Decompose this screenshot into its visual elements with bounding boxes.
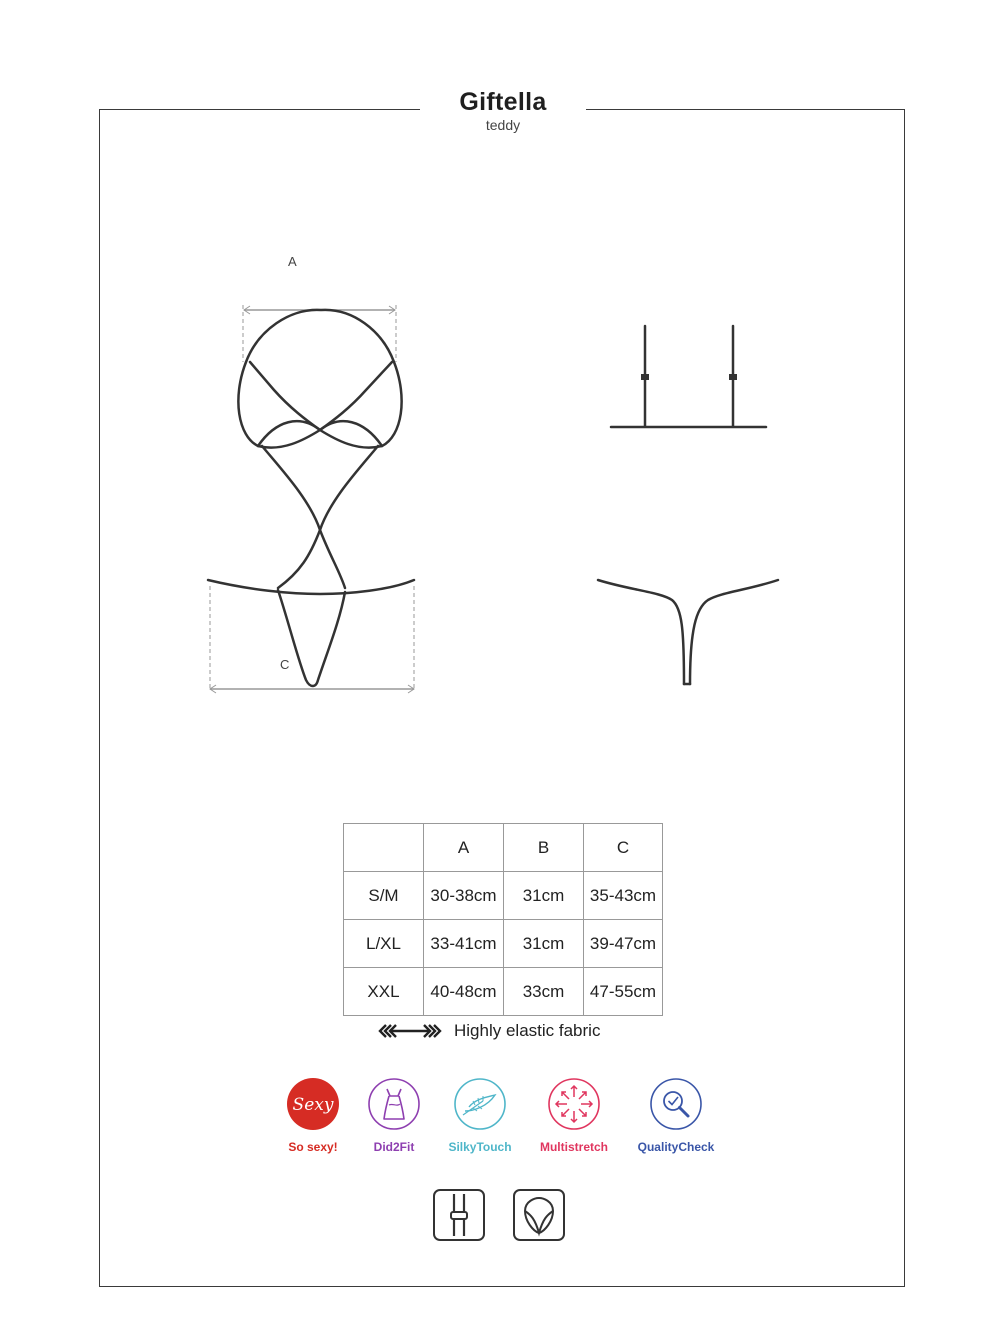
adjustable-strap-icon <box>433 1189 485 1241</box>
feature-label: Did2Fit <box>373 1140 415 1154</box>
table-cell: 47-55cm <box>584 968 663 1016</box>
table-cell: 31cm <box>504 872 584 920</box>
table-cell: L/XL <box>344 920 424 968</box>
table-header-cell: B <box>504 824 584 872</box>
feature-silkytouch <box>430 1077 530 1154</box>
table-cell: 33cm <box>504 968 584 1016</box>
elastic-note <box>378 1019 600 1043</box>
feature-label: SilkyTouch <box>448 1140 512 1154</box>
stretch-arrow-icon <box>378 1023 442 1039</box>
feature-label: So sexy! <box>288 1140 338 1154</box>
feature-multistretch <box>524 1077 624 1154</box>
feature-badges <box>270 1077 730 1157</box>
feather-icon <box>453 1077 507 1131</box>
product-name: Giftella <box>459 88 547 116</box>
feature-label: Multistretch <box>539 1140 608 1154</box>
feature-label: QualityCheck <box>637 1140 715 1154</box>
table-cell: S/M <box>344 872 424 920</box>
table-cell: 30-38cm <box>424 872 504 920</box>
dimension-a-label: A <box>288 254 297 269</box>
table-cell: XXL <box>344 968 424 1016</box>
thong-cut-icon <box>513 1189 565 1241</box>
size-table <box>343 823 663 1016</box>
table-header-cell: A <box>424 824 504 872</box>
table-cell: 39-47cm <box>584 920 663 968</box>
back-view-top <box>611 326 766 427</box>
table-header-cell <box>344 824 424 872</box>
table-cell: 35-43cm <box>584 872 663 920</box>
thong-drawing <box>515 1191 563 1239</box>
dimension-c-label: C <box>280 657 290 672</box>
dimension-c <box>210 586 414 693</box>
table-row <box>344 968 663 1016</box>
table-cell: 40-48cm <box>424 968 504 1016</box>
sexy-badge-icon <box>286 1077 340 1131</box>
magnifier-check-icon <box>649 1077 703 1131</box>
front-view <box>208 310 414 686</box>
feature-qualitycheck <box>626 1077 726 1154</box>
table-cell: 31cm <box>504 920 584 968</box>
table-header-cell: C <box>584 824 663 872</box>
elastic-note-text: Highly elastic fabric <box>454 1021 601 1040</box>
strap-drawing <box>435 1191 483 1239</box>
dress-icon <box>367 1077 421 1131</box>
sexy-badge-text: Sexy <box>292 1095 334 1115</box>
product-type: teddy <box>485 117 521 133</box>
table-row <box>344 920 663 968</box>
table-cell: 33-41cm <box>424 920 504 968</box>
table-header-row <box>344 824 663 872</box>
table-row <box>344 872 663 920</box>
feature-did2fit <box>344 1077 444 1154</box>
dimension-a <box>243 305 396 362</box>
stretch-arrows-icon <box>547 1077 601 1131</box>
back-view-thong <box>598 580 778 684</box>
